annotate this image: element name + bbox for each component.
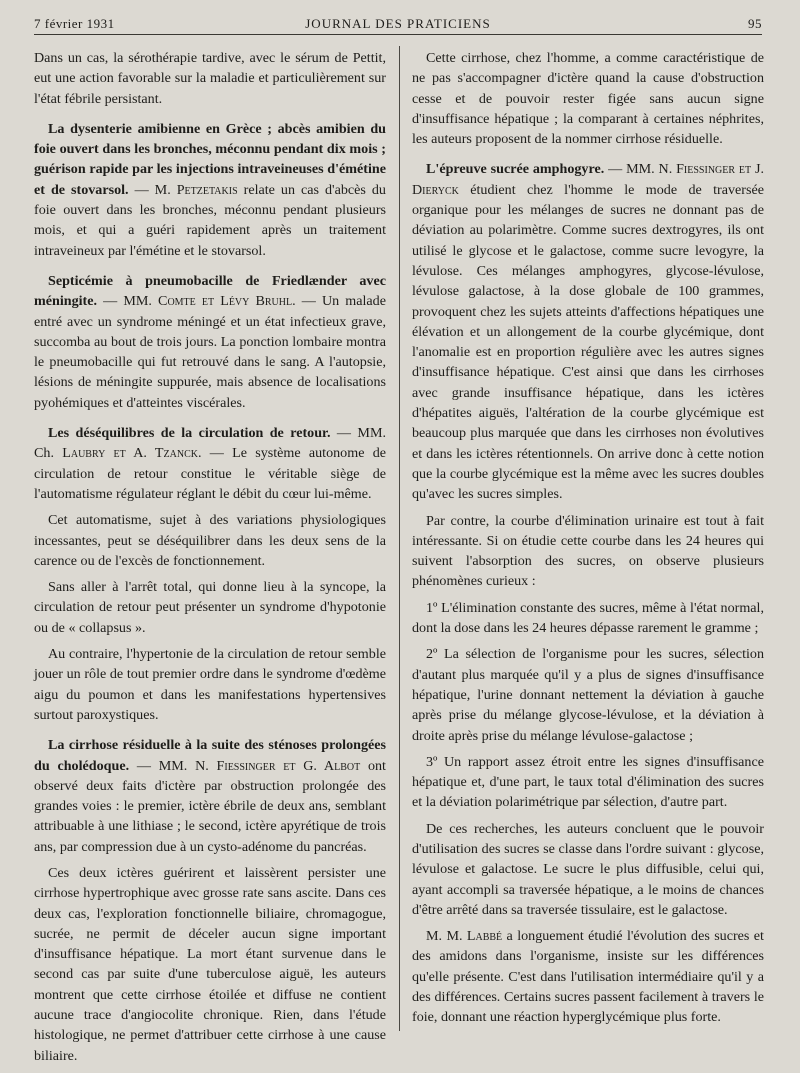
paragraph: Ces deux ictères guérirent et laissèrent persister une cirrhose hypertrophique avec grosse rate sans ascite. Dans ces deux cas, l'exploration fonctionnelle biliaire, chromagogue, sucrée, ne permit de déceler aucun signe important d'insuffisance hépatique. La mort étant survenue dans le second cas par suite d'une tuberculose aiguë, les auteurs montrent que cette cirrhose étoilée et diffuse ne contient aucune trace d'angiocolite chronique. Rien, dans l'étude histologique, ne permet d'attribuer cette cirrhose à une cause biliaire. (34, 864, 386, 1064)
header-date: 7 février 1931 (34, 16, 115, 31)
paragraph: Au contraire, l'hypertonie de la circulation de retour semble jouer un rôle de tout premier ordre dans le syndrome d'œdème aigu du poumon et dans les manifestations hypertensives surtout paroxystiques. (34, 646, 386, 723)
column-divider (399, 46, 400, 1031)
list-item: 1º L'élimination constante des sucres, même à l'état normal, dont la dose dans les 24 heures dépasse rarement le gramme ; (412, 599, 764, 637)
article-septicemie (34, 271, 386, 413)
article-epreuve-sucree (412, 159, 764, 504)
article-title: La cirrhose résiduelle à la suite des sténoses prolongées du cholédoque. (34, 737, 386, 774)
article-body: ont observé deux faits d'ictère par obstruction prolongée des grandes voies : le premier, ictère ébrile de deux ans, semblant attribuable à une lithiase ; le second, ictère apyrétique de trois ans, par compression due à un cysto-adénome du pancréas. (34, 757, 386, 855)
separator: — MM. Ch. (34, 425, 386, 462)
article-body: a longuement étudié l'évolution des sucres et des amidons dans l'organisme, insiste sur les différences qu'elle présente. C'est dans l'utilisation intermédiaire qu'il y a des différences. Certains sucres passent facilement à travers le foie, donnant une réaction hyperglycémique plus forte. (412, 928, 764, 1026)
article-body: . — Un malade entré avec un syndrome méningé et un état infectieux grave, succomba au bout de trois jours. La ponction lombaire montra le pneumobacille qui fut retrouvé dans le sang. A l'autopsie, lésions de méningite suppurée, mais absence de localisations pyohémiques et d'atteintes viscérales. (34, 293, 386, 411)
separator: — MM. (97, 293, 159, 310)
article-body: étudient chez l'homme le mode de traversée organique pour les mélanges de sucres ne donnant pas de déviation au polarimètre. Comme sucres dextrogyres, ils ont utilisé le glycose et le galactose, comme sucre levogyre, la lévulose. Ces mélanges amphogyres, glycose-lévulose, lévulose galactose, à la dose globale de 100 grammes, provoquent chez les sujets atteints d'affections hépatiques une élévation et un allongement de la courbe glycémique, dont l'anomalie est en proportion régulière avec les autres signes d'insuffisance hépatique. C'est ainsi que dans les cirrhoses avec grande insuffisance hépatique, dans les ictères d'hépatites aiguës, l'altération de la courbe glycémique est beaucoup plus marquée que dans les cirrhoses non évolutives et dans les ictères rétentionnels. On arrive donc à cette notion que la courbe glycémique est la même avec les sucres doubles qu'avec les sucres simples. (412, 181, 764, 503)
paragraph: Sans aller à l'arrêt total, qui donne lieu à la syncope, la circulation de retour peut présenter un syndrome d'hypotonie ou de « collapsus ». (34, 579, 386, 636)
article-author: Comte et Lévy Bruhl (158, 293, 293, 310)
article-cirrhose (34, 735, 386, 857)
article-body: relate un cas d'abcès du foie ouvert dans les bronches, méconnu pendant plusieurs mois, et qui a guéri rapidement après un traitement intraveineux par l'émétine et le stovarsol. (34, 181, 386, 259)
article-title: L'épreuve sucrée amphogyre. (426, 161, 605, 178)
list-item: 3º Un rapport assez étroit entre les signes d'insuffisance hépatique et, d'une part, le taux total d'élimination des sucres et la déviation polarimétrique par sélection, d'autre part. (412, 753, 764, 811)
right-column (412, 48, 764, 1034)
page-number: 95 (748, 16, 762, 31)
article-author: Fiessinger et J. Dieryck (412, 161, 764, 198)
article-author: Laubry et A. Tzanck (62, 445, 198, 462)
paragraph: Par contre, la courbe d'élimination urinaire est tout à fait intéressante. Si on étudie cette courbe dans les 24 heures qui suivent l'absorption des sucres, on observe plusieurs phénomènes curieux : (412, 512, 764, 590)
article-author: Labbé (466, 928, 503, 945)
intro-paragraph: Dans un cas, la sérothérapie tardive, avec le sérum de Pettit, eut une action favorable sur la maladie et particulièrement sur l'état fébrile persistant. (34, 50, 386, 107)
list-item: 2º La sélection de l'organisme pour les sucres, sélection d'autant plus marquée qu'il y a plus de signes d'insuffisance hépatique, l'urine donnant nettement la déviation à gauche après prise du mélange glycose-lévulose, et la déviation à droite après prise du mélange lévulose-galactose ; (412, 646, 764, 744)
left-column (34, 48, 386, 1072)
article-author: Petzetakis (176, 181, 238, 198)
separator: — MM. N. (129, 757, 217, 774)
journal-title: JOURNAL DES PRATICIENS (305, 16, 491, 31)
prefix: M. M. (426, 928, 467, 945)
paragraph: Cet automatisme, sujet à des variations physiologiques incessantes, peut se déséquilibrer dans les deux sens de la carence ou de l'excès de fonctionnement. (34, 512, 386, 569)
article-title: La dysenterie amibienne en Grèce ; abcès amibien du foie ouvert dans les bronches, méconnu pendant dix mois ; guérison rapide par les injections intraveineuses d'émétine et de stovarsol. (34, 120, 386, 198)
paragraph: De ces recherches, les auteurs concluent que le pouvoir d'utilisation des sucres se classe dans l'ordre suivant : glycose, lévulose et galactose. Le sucre le plus diffusible, celui qui, ayant accompli sa traversée hépatique, a le moins de chances d'être arrêté dans sa traversée tissulaire, est le galactose. (412, 820, 764, 918)
article-title: Les déséquilibres de la circulation de retour. (48, 425, 331, 442)
paragraph: Cette cirrhose, chez l'homme, a comme caractéristique de ne pas s'accompagner d'ictère quand la cause d'obstruction cesse et de pouvoir rester figée sans aucun signe d'insuffisance hépatique ; la comparant à certaines néphrites, les auteurs proposent de la nommer cirrhose résiduelle. (412, 50, 764, 148)
article-title: Septicémie à pneumobacille de Friedlænder avec méningite. (34, 272, 386, 310)
page-header (34, 14, 762, 35)
article-body: . — Le système autonome de circulation de retour constitue le véritable siège de l'automatisme régulateur réglant le débit du cœur lui-même. (34, 445, 386, 502)
article-circulation (34, 423, 386, 504)
paragraph-labbe (412, 926, 764, 1027)
article-author: Fiessinger et G. Albot (216, 757, 361, 774)
separator: — MM. N. (604, 161, 677, 178)
separator: — M. (128, 181, 177, 198)
article-dysenterie (34, 119, 386, 261)
